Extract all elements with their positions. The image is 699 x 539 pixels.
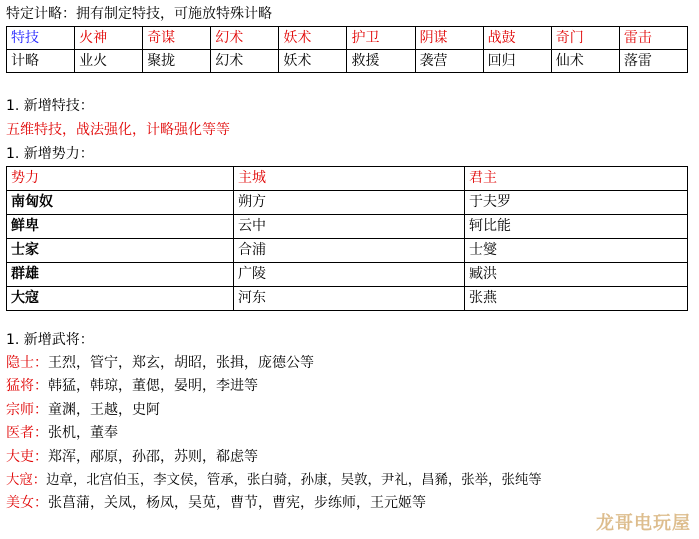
general-names: 张菖蒲，关凤，杨凤，吴苋，曹节，曹宪，步练师，王元姬等 xyxy=(48,495,426,512)
city-header-cell: 主城 xyxy=(234,167,465,191)
section-new-factions-title: 1. 新增势力： xyxy=(6,146,94,162)
faction-row xyxy=(7,263,688,287)
lord-header-cell: 君主 xyxy=(465,167,688,191)
general-names: 韩猛，韩琼，董偲，晏明，李进等 xyxy=(48,378,258,395)
skill-header-cell: 雷击 xyxy=(619,27,687,50)
skill-cell: 妖术 xyxy=(279,50,347,73)
skill-header-cell: 妖术 xyxy=(279,27,347,50)
faction-name: 士家 xyxy=(7,239,234,263)
section-new-generals-title: 1. 新增武将： xyxy=(6,332,94,348)
faction-city: 广陵 xyxy=(234,263,465,287)
generals-list xyxy=(6,352,542,516)
faction-lord: 轲比能 xyxy=(465,215,688,239)
faction-name: 大寇 xyxy=(7,287,234,311)
category-label: 医者： xyxy=(6,425,48,442)
faction-city: 云中 xyxy=(234,215,465,239)
category-label: 隐士： xyxy=(6,355,48,371)
list-item xyxy=(6,446,542,469)
general-names: 王烈，管宁，郑玄，胡昭，张揖，庞德公等 xyxy=(48,355,314,371)
list-item xyxy=(6,469,542,492)
category-label: 大吏： xyxy=(6,448,48,465)
general-names: 张机，董奉 xyxy=(48,425,118,442)
faction-city: 朔方 xyxy=(234,191,465,215)
skill-table-row xyxy=(7,50,688,73)
list-item xyxy=(6,375,542,398)
category-label: 美女： xyxy=(6,495,48,512)
skill-cell: 幻术 xyxy=(211,50,279,73)
skill-cell: 聚拢 xyxy=(143,50,211,73)
faction-row xyxy=(7,239,688,263)
skill-table xyxy=(6,26,688,73)
general-names: 郑浑，邴原，孙邵，苏则，郗虑等 xyxy=(48,448,258,465)
skill-header-cell: 奇门 xyxy=(551,27,619,50)
skill-header-cell: 阴谋 xyxy=(415,27,483,50)
faction-header-cell: 势力 xyxy=(7,167,234,191)
skill-header-cell: 护卫 xyxy=(347,27,415,50)
skill-table-header-row xyxy=(7,27,688,50)
faction-city: 合浦 xyxy=(234,239,465,263)
skill-cell: 回归 xyxy=(483,50,551,73)
list-item xyxy=(6,399,542,422)
skill-header-cell: 战鼓 xyxy=(483,27,551,50)
faction-lord: 于夫罗 xyxy=(465,191,688,215)
skill-header-cell: 奇谋 xyxy=(143,27,211,50)
faction-table-header-row xyxy=(7,167,688,191)
list-item xyxy=(6,352,542,375)
list-item xyxy=(6,422,542,445)
watermark-logo: 龙哥电玩屋 xyxy=(596,513,691,534)
intro-text: 特定计略：拥有制定特技，可施放特殊计略 xyxy=(6,6,272,22)
skill-header-cell: 幻术 xyxy=(211,27,279,50)
list-item xyxy=(6,492,542,515)
skill-cell: 业火 xyxy=(75,50,143,73)
skill-cell: 救援 xyxy=(347,50,415,73)
faction-city: 河东 xyxy=(234,287,465,311)
category-label: 大寇： xyxy=(6,473,47,489)
faction-name: 南匈奴 xyxy=(7,191,234,215)
faction-name: 鲜卑 xyxy=(7,215,234,239)
faction-row xyxy=(7,215,688,239)
faction-row xyxy=(7,191,688,215)
skill-cell: 仙术 xyxy=(551,50,619,73)
faction-lord: 张燕 xyxy=(465,287,688,311)
category-label: 宗师： xyxy=(6,401,48,418)
section-new-skills-title: 1. 新增特技： xyxy=(6,98,94,114)
skill-cell: 计略 xyxy=(7,50,75,73)
faction-row xyxy=(7,287,688,311)
skill-cell: 袭营 xyxy=(415,50,483,73)
faction-lord: 臧洪 xyxy=(465,263,688,287)
skill-cell: 落雷 xyxy=(619,50,687,73)
skill-header-cell: 特技 xyxy=(7,27,75,50)
faction-lord: 士燮 xyxy=(465,239,688,263)
general-names: 边章，北宫伯玉，李文侯，管承，张白骑，孙康，吴敦，尹礼，昌豨，张举，张纯等 xyxy=(46,473,542,489)
category-label: 猛将： xyxy=(6,378,48,395)
faction-name: 群雄 xyxy=(7,263,234,287)
section-new-skills-detail: 五维特技，战法强化，计略强化等等 xyxy=(6,122,230,138)
skill-header-cell: 火神 xyxy=(75,27,143,50)
faction-table xyxy=(6,166,688,311)
general-names: 童渊，王越，史阿 xyxy=(48,401,160,418)
